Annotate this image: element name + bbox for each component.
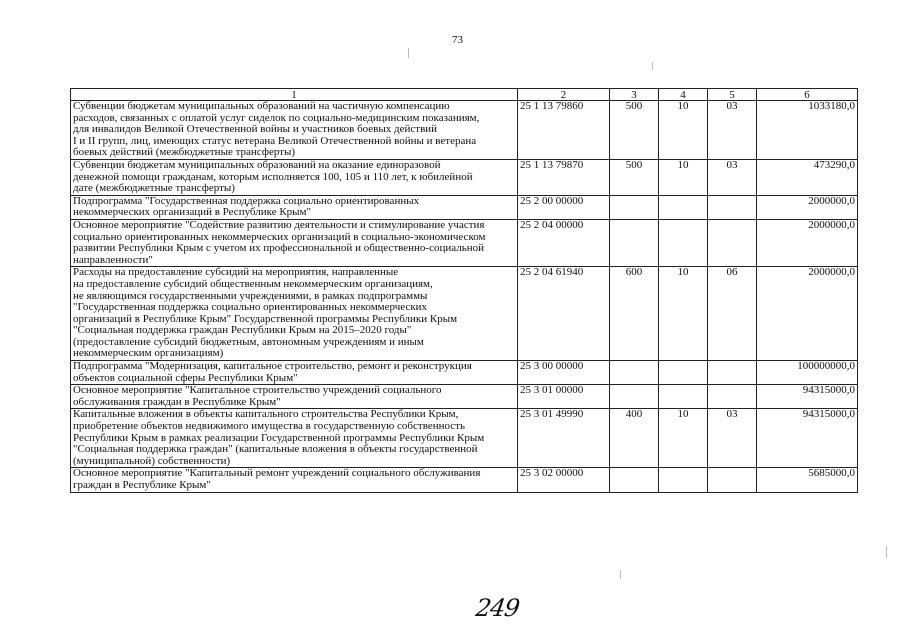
row-col5: 03 xyxy=(708,409,757,468)
row-code: 25 1 13 79870 xyxy=(518,159,610,195)
row-description: Основное мероприятие "Капитальное строительство учреждений социального обслуживания граждан в Республике Крым" xyxy=(71,385,518,409)
budget-table xyxy=(70,88,858,493)
scan-artifact xyxy=(886,546,887,558)
row-col3 xyxy=(610,361,659,385)
row-amount: 100000000,0 xyxy=(757,361,858,385)
row-description: Субвенции бюджетам муниципальных образований на оказание единоразовой денежной помощи гражданам, которым исполняется 100, 105 и 110 лет, к юбилейной дате (межбюджетные трансферты) xyxy=(71,159,518,195)
scan-artifact xyxy=(652,62,653,70)
row-description: Субвенции бюджетам муниципальных образований на частичную компенсацию расходов, связанных с оплатой услуг сиделок по социально-медицинским показаниям, для инвалидов Великой Отечественной войны и участников боевых действий I и II групп, лиц, имеющих статус ветерана Великой Отечественной войны и ветерана боевых действий (межбюджетные трансферты) xyxy=(71,101,518,160)
row-col3: 500 xyxy=(610,159,659,195)
row-amount: 1033180,0 xyxy=(757,101,858,160)
row-description: Подпрограмма "Модернизация, капитальное строительство, ремонт и реконструкция объектов социальной сферы Республики Крым" xyxy=(71,361,518,385)
row-col4: 10 xyxy=(659,159,708,195)
row-description: Основное мероприятие "Капитальный ремонт учреждений социального обслуживания граждан в Республике Крым" xyxy=(71,468,518,492)
column-header-6: 6 xyxy=(757,89,858,101)
row-code: 25 1 13 79860 xyxy=(518,101,610,160)
row-col3: 600 xyxy=(610,267,659,361)
row-description: Капитальные вложения в объекты капитального строительства Республики Крым, приобретение объектов недвижимого имущества в государственную собственность Республики Крым в рамках реализации Государственной программы Республики Крым "Социальная поддержка граждан" (капитальные вложения в объекты государственной (муниципальной) собственности) xyxy=(71,409,518,468)
row-col4: 10 xyxy=(659,267,708,361)
table-row xyxy=(71,101,858,160)
column-header-2: 2 xyxy=(518,89,610,101)
table-row xyxy=(71,468,858,492)
table-row xyxy=(71,267,858,361)
row-col4 xyxy=(659,219,708,266)
row-amount: 2000000,0 xyxy=(757,219,858,266)
row-description: Расходы на предоставление субсидий на мероприятия, направленные на предоставление субсидий общественным некоммерческим организациям, не являющимся государственными учреждениями, в рамках подпрограммы "Государственная поддержка социально ориентированных некоммерческих организаций в Республике Крым" Государственной программы Республики Крым "Социальная поддержка граждан Республики Крым на 2015–2020 годы" (предоставление субсидий бюджетным, автономным учреждениям и иным некоммерческим организациям) xyxy=(71,267,518,361)
table-row xyxy=(71,385,858,409)
row-col3: 400 xyxy=(610,409,659,468)
handwritten-page-note: 249 xyxy=(474,594,521,622)
row-col4 xyxy=(659,361,708,385)
row-description: Основное мероприятие "Содействие развитию деятельности и стимулирование участия социально ориентированных некоммерческих организаций в социально-экономическом развитии Республики Крым с учетом их профессиональной и общественно-социальной направленности" xyxy=(71,219,518,266)
column-header-1: 1 xyxy=(71,89,518,101)
row-col5: 06 xyxy=(708,267,757,361)
row-col4 xyxy=(659,195,708,219)
row-col5 xyxy=(708,385,757,409)
row-code: 25 3 02 00000 xyxy=(518,468,610,492)
row-col4 xyxy=(659,468,708,492)
row-amount: 2000000,0 xyxy=(757,267,858,361)
column-header-5: 5 xyxy=(708,89,757,101)
row-code: 25 2 04 00000 xyxy=(518,219,610,266)
row-amount: 2000000,0 xyxy=(757,195,858,219)
row-amount: 94315000,0 xyxy=(757,409,858,468)
table-row xyxy=(71,219,858,266)
column-header-4: 4 xyxy=(659,89,708,101)
row-col4 xyxy=(659,385,708,409)
row-code: 25 3 00 00000 xyxy=(518,361,610,385)
row-code: 25 2 00 00000 xyxy=(518,195,610,219)
scan-artifact xyxy=(408,48,409,58)
header-row xyxy=(71,89,858,101)
row-col5: 03 xyxy=(708,101,757,160)
row-col4: 10 xyxy=(659,101,708,160)
row-col5 xyxy=(708,361,757,385)
row-col5: 03 xyxy=(708,159,757,195)
table-row xyxy=(71,159,858,195)
row-description: Подпрограмма "Государственная поддержка социально ориентированных некоммерческих организаций в Республике Крым" xyxy=(71,195,518,219)
page-number: 73 xyxy=(452,34,463,46)
row-code: 25 2 04 61940 xyxy=(518,267,610,361)
row-col3 xyxy=(610,219,659,266)
column-header-3: 3 xyxy=(610,89,659,101)
scan-artifact xyxy=(620,570,621,579)
table-row xyxy=(71,195,858,219)
table-row xyxy=(71,361,858,385)
row-amount: 94315000,0 xyxy=(757,385,858,409)
row-code: 25 3 01 49990 xyxy=(518,409,610,468)
row-code: 25 3 01 00000 xyxy=(518,385,610,409)
row-col5 xyxy=(708,468,757,492)
row-amount: 5685000,0 xyxy=(757,468,858,492)
row-col4: 10 xyxy=(659,409,708,468)
table-row xyxy=(71,409,858,468)
row-col3 xyxy=(610,385,659,409)
row-col5 xyxy=(708,195,757,219)
row-col3: 500 xyxy=(610,101,659,160)
row-col3 xyxy=(610,468,659,492)
row-amount: 473290,0 xyxy=(757,159,858,195)
row-col3 xyxy=(610,195,659,219)
row-col5 xyxy=(708,219,757,266)
